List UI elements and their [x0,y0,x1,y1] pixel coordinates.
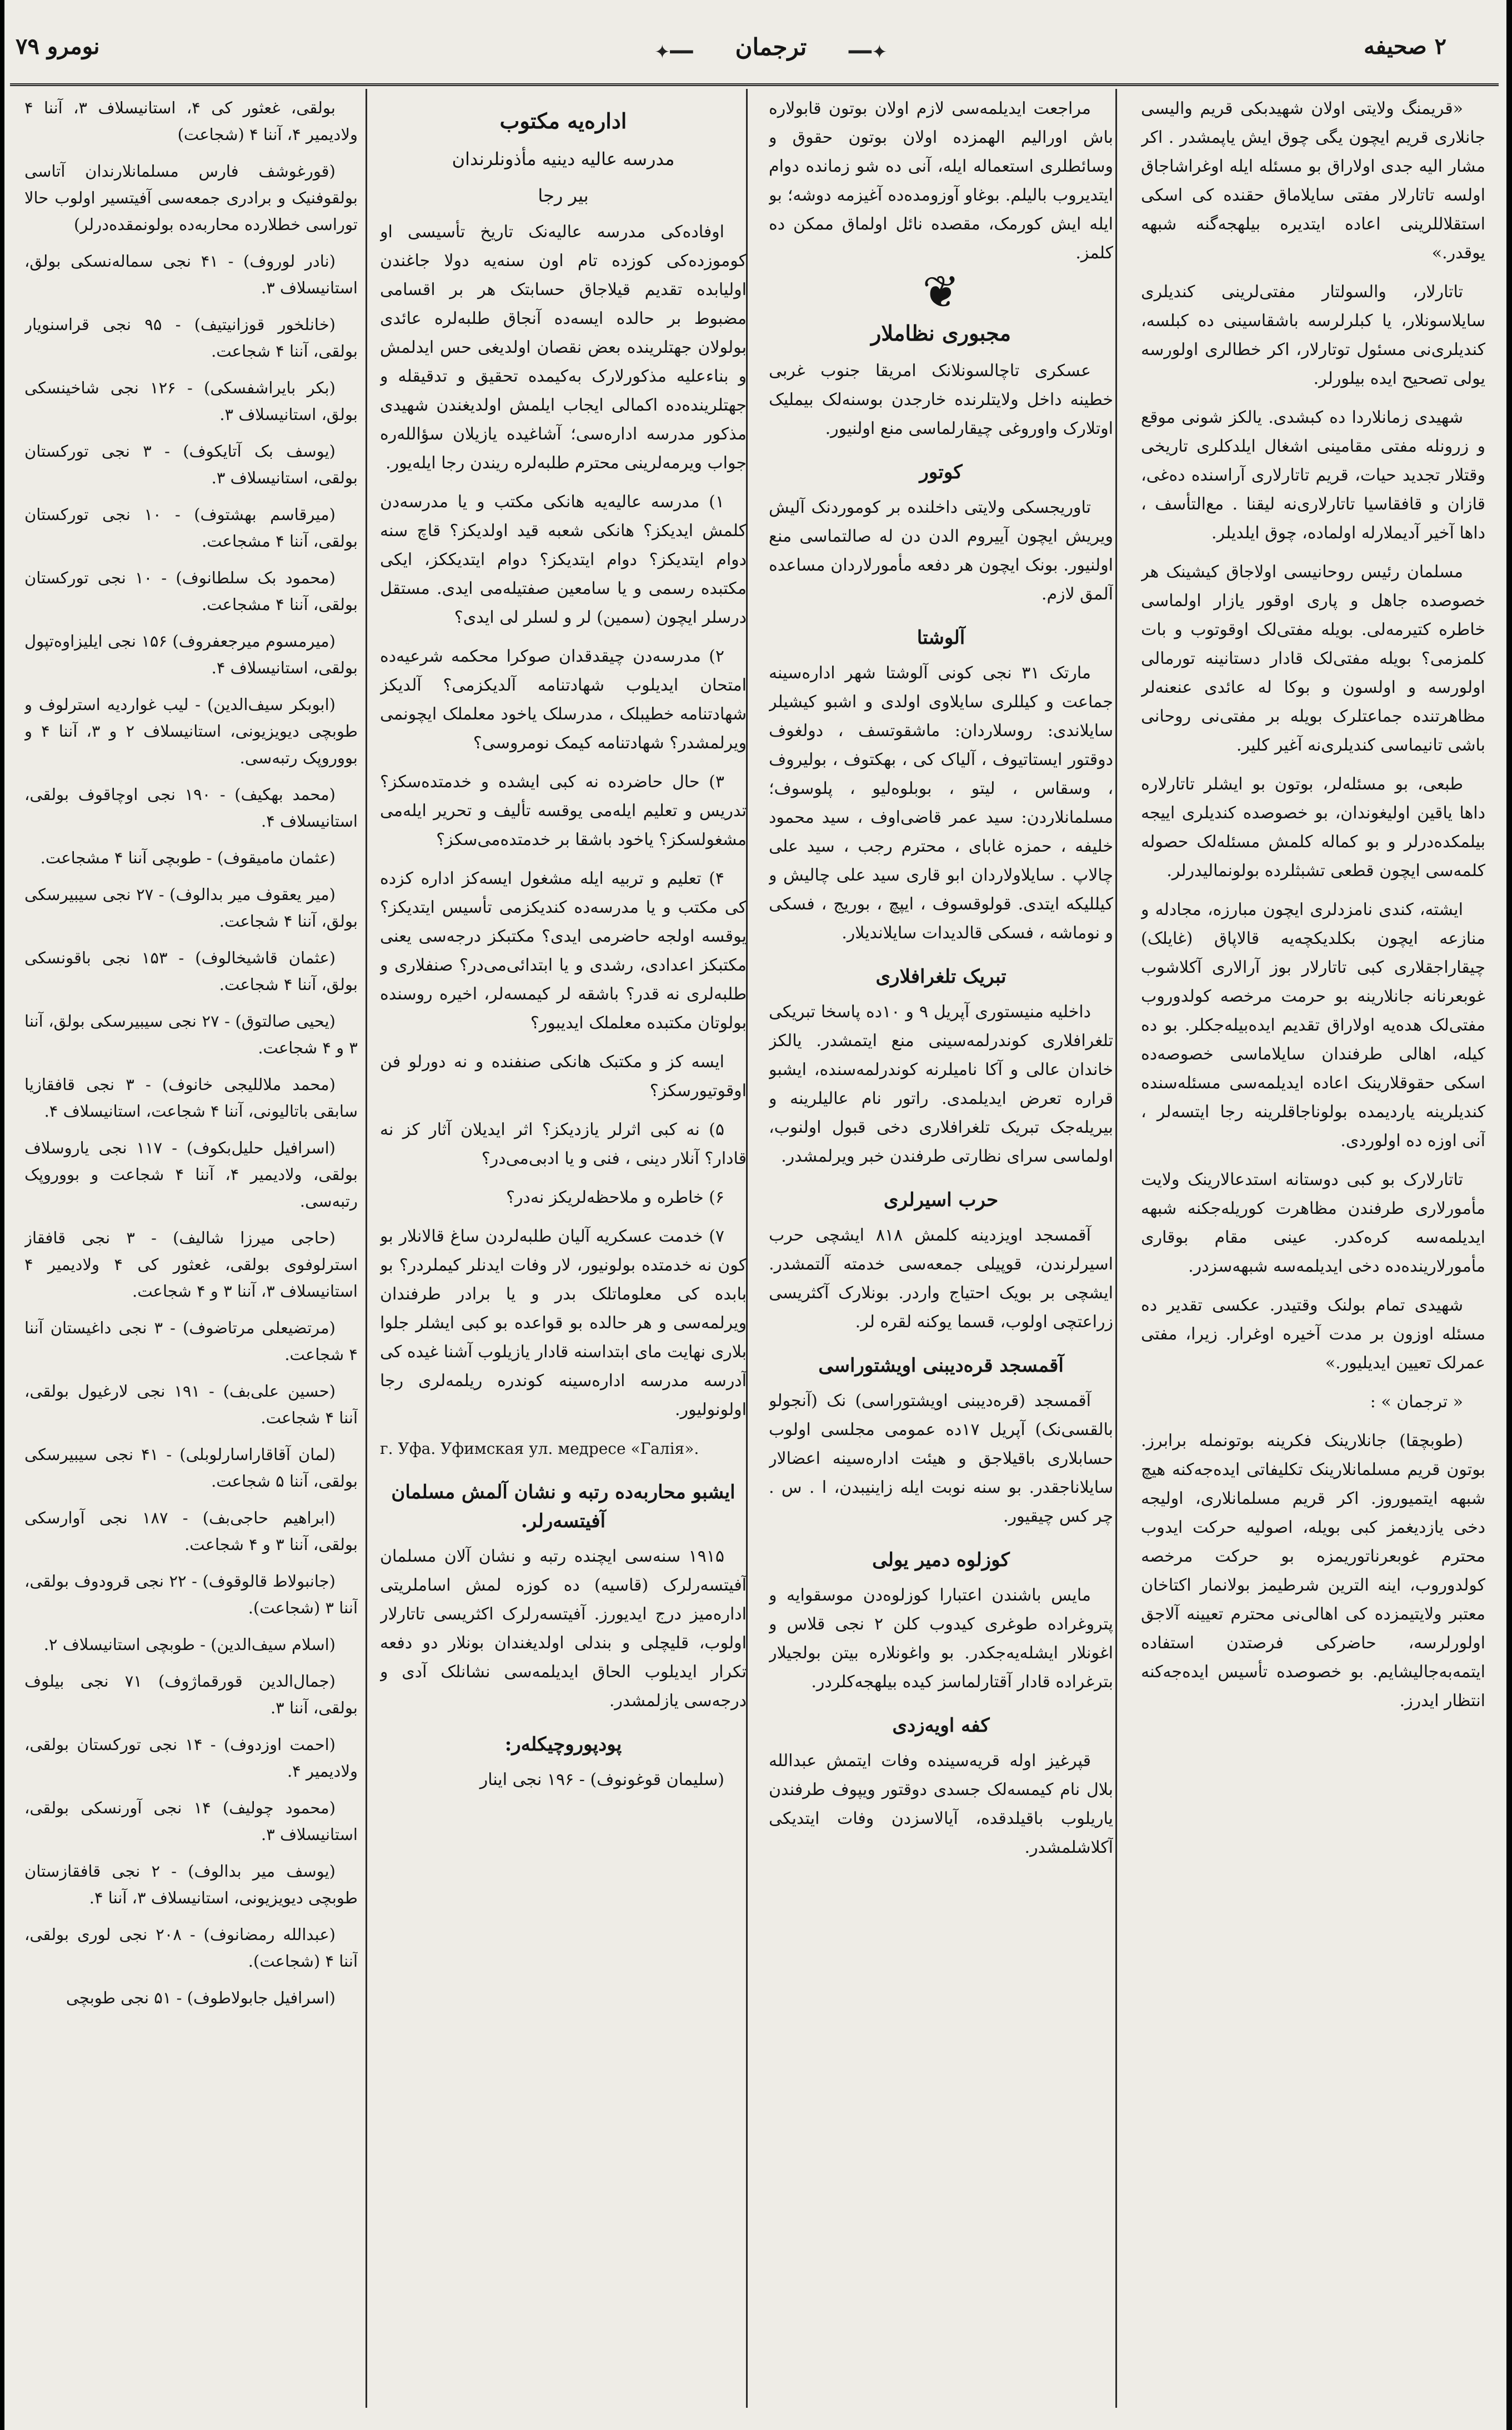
headline-kefe: کفه اویه‌زدی [892,1714,990,1737]
paragraph: شهیدی تمام بولنک وقتیدر. عکسی تقدیر ده مسئله اوزون بر مدت آخیره اوغرار. زیرا، مفتی عمرلک تعیین ایدیلیور.» [1141,1296,1485,1373]
officer-entry: (نادر لوروف) - ۴۱ نجی سماله‌نسکی بولق، استانیسلاف ۳. [24,252,358,297]
paragraph: شهیدی زمانلاردا ده کبشدی. یالکز شونی موقع و زرونله مفتی مقامینی اشغال ایلدکلری تاریخی وقتلار تجدید حیات، قریم تاتارلاری آراسنده ده‌غی، قازان و قافقاسیا تاتارلاری‌نه لیقنا . مع‌التأسف ، داها آخیر آدیملارله اولماده، چوق ایلدیلر. [1141,408,1485,543]
ornament-right-icon: ━━✦ [849,41,888,63]
column-divider [1115,89,1117,2408]
page-number: ۲ صحیفه [1364,33,1446,59]
officer-entry: (جانبولاط قالوقوف) - ۲۲ نجی قرودوف بولقی، آننا ۳ (شجاعت). [24,1572,358,1617]
address-signature: г. Уфа. Уфимская ул. медресе «Галія». [380,1439,699,1458]
editor-tag: « ترجمان » : [1370,1392,1463,1412]
issue-number: نومرو ۷۹ [16,33,100,59]
question: ایسه کز و مکتبک هانکی صنفنده و نه دورلو فن اوقوتیورسکز؟ [380,1052,747,1101]
paragraph: تاوریجسکی ولایتی داخلنده بر کوموردنک آلیش ویریش ایچون آییروم الدن دن له صالتماسی منع اولنیور. بونک ایچون هر دفعه مأمورلاردان مساعده آلمق لازم. [769,498,1113,604]
column-4 [24,94,358,2408]
officer-entry: (محمد ملاللیجی خانوف) - ۳ نجی قافقازیا سابقی باتالیونی، آننا ۴ شجاعت، استانیسلاف ۴. [24,1075,358,1121]
paragraph: ایشته، کندی نامزدلری ایچون مبارزه، مجادله و منازعه ایچون بکلدیکچه‌یه قالاپاق (غایلک) چیقاراجقلاری کبی تاتارلار بوز آرالاری آکلاشوب غوبعرنانه جانلارینه بو حرمت مرخصه کولدوروب مفتی‌لک هده‌یه اولاراق تقدیم ایده‌بیله‌جکلر. بو ده کیله، اهالی طرفندان سایلاماسی خصوصه‌ده اسکی حقوقلارینک اعاده ایدیلمه‌سی مسئله‌سنده کندیلرینه یاردیمده بولوناجاقلرینه رجا ایتسه‌لر ، آنی اوزه ده اولوردی. [1141,900,1485,1151]
headline-idare: اداره‌یه مکتوب [499,108,627,133]
question: ۲) مدرسه‌دن چیقدقدان صوکرا محکمه شرعیه‌ده امتحان ایدیلوب شهادتنامه آلدیکزمی؟ آلدیکز شهادتنامه خطیبلک ، مدرسلک یاخود معلملک ایچونمی ویرلمشدر؟ شهادتنامه کیمک نومروسی؟ [380,647,747,753]
paragraph: مایس باشندن اعتبارا کوزلوه‌دن موسقوایه و پتروغراده طوغری کیدوب کلن ۲ نجی قلاس و اغونلار ایشله‌یه‌جکدر. بو واغونلاره بیتن بولجیلار بترغراده قادار آقتارلماسز کیده بیلهجه‌کلردر. [769,1586,1113,1692]
paragraph: آقمسجد اویزدینه کلمش ۸۱۸ ایشچی حرب اسیرلرندن، قوپیلی جمعه‌سی خدمته آلتمشدر. ایشچی بر بویک احتیاج واردر. بونلارک آکثریسی زراعتچی اولوب، قسما یوکنه لقره لر. [769,1226,1113,1332]
officer-entry: (خانلخور قوزانیتیف) - ۹۵ نجی قراسنویار بولقی، آننا ۴ شجاعت. [24,315,358,361]
column-1 [1141,94,1485,2408]
officer-entry: (یوسف میر بدالوف) - ۲ نجی قافقازستان طوبچی دیویزیونی، استانیسلاف ۳، آننا ۴. [24,1862,358,1907]
officer-entry: (لمان آقاقاراسارلوبلی) - ۴۱ نجی سیبیرسکی بولقی، آننا ۵ شجاعت. [24,1445,358,1491]
officer-entry: (محمود چولیف) ۱۴ نجی آورنسکی بولقی، استانیسلاف ۳. [24,1798,358,1844]
question: ۷) خدمت عسکریه آلیان طلبه‌لردن ساغ قالانلار بو کون نه خدمتده بولونیور، لار وفات ایدنلر کیملردر؟ بو بابده کی معلوماتلک بدر و یا برادر طرفندان ویرلمه‌سی و هر حالده بو قواعده بو کبی ایشلر جلوا بلاری نهایت مای ابتداسنه قادار یازیلوب آشنا غیده کی آدرسه مدرسه اداره‌سینه کوندره ریلمه‌لری رجا اولونولیور. [380,1227,747,1419]
officer-entry: (بکر بایراشفسکی) - ۱۲۶ نجی شاخینسکی بولق، استانیسلاف ۳. [24,378,358,424]
paragraph: تاتارلارک بو کبی دوستانه استدعالارینک ولایت مأمورلاری طرفندن مظاهرت کوریله‌جکنه شبهه ایدیلمه‌سه کره‌کدر. عینی مقام بوقاری مأمورلارینده‌ده دخی ایدیلمه‌سه شبهه‌سزدر. [1141,1170,1485,1276]
officer-entry: (ابوبکر سیف‌الدین) - لیب غواردیه استرلوف و طوبچی دیویزیونی، استانیسلاف ۲ و ۳، آننا ۴ و بووروپک رتبه‌سی. [24,695,358,767]
column-2 [769,94,1113,2408]
header-rule [10,83,1499,86]
paragraph: عسکری تا‌چالسونلانک امریقا جنوب غربی خطینه داخل ولایتلرنده خارجدن بوسنه‌لک بیملیک اوتلارک واوروغی چیقارلماسی منع اولنیور. [769,361,1113,438]
officer-entry: (میرمسوم میرجعفروف) ۱۵۶ نجی ایلیزاوه‌تپول بولقی، استانیسلاف ۴. [24,632,358,677]
officer-entry: (یوسف بک آتایکوف) - ۳ نجی تورکستان بولقی، استانیسلاف ۳. [24,442,358,487]
officer-entry: (اسلام سیف‌الدین) - طوبچی استانیسلاف ۲. [43,1635,336,1654]
subheadline: بیر رجا [538,185,589,206]
column-divider [366,89,367,2408]
paragraph: ۱۹۱۵ سنه‌سی ایچنده رتبه و نشان آلان مسلمان آفیتسه‌رلرک (قاسیه) ده کوزه لمش اساملریتی اداره‌میز درج ایدیورز. آفیتسه‌رلرک اکثریسی تاتارلار اولوب، قلیچلی و بندلی اولدیغندان بونلار دو دفعه تکرار ایدیلوب الحاق ایدیلمه‌سی نشانلک آدی و درجه‌سی یازلمشدر. [380,1547,747,1711]
officer-entry: (ابراهیم حاجی‌بف) - ۱۸۷ نجی آوارسکی بولقی، آننا ۳ و ۴ شجاعت. [24,1508,358,1554]
paragraph: آقمسجد (قره‌دیبنی اویشتوراسی) نک (آنجولو بالقسی‌نک) آپریل ۱۷ده عمومی مجلسی اولوب حسابلاری باقیلاجق و هیئت اداره‌سینه اعضالار سایلاناجقدر. بو سنه نوبت ایله زاینیبدن، ا . س . چر کس چیقیور. [769,1391,1113,1526]
paragraph: داخلیه منیستوری آپریل ۹ و ۱۰ده پاسخا تبریکی تلغرافلاری کوندرلمه‌سینی منع ایتمشدر. یالکز خاندان عالی و آکا نامیلرنه کوندرلمه‌سنده، ایشبو قراره تعرض ایدیلمدی. راتور نام عالیلرینه و بیریله‌جک تبریک تلغرافلاری دخی قبول اولنوب، اولماسی سرای نظارتی طرفندن خبر ویرلمشدر. [769,1002,1113,1166]
headline-nizam: مجبوری نظاملار [870,321,1011,346]
section-logo-icon: ❦ [922,266,960,318]
officer-entry: (عثمان مامیقوف) - طوبچی آننا ۴ مشجاعت. [40,848,336,867]
headline-tabrik: تبریک تلغرافلاری [875,966,1007,988]
paragraph: مراجعت ایدیلمه‌سی لازم اولان بوتون قابولاره باش اورالیم الهمزده اولان بوتون حقوق و وسائطلری استعماله ایله، آنی ده شو زمانده دوام ایتدیروب بالیلم. بوغاو آوزومده‌ده آغیزمه دوشه؛ بو ایله ایش کورمک، مقصده نائل اولماق ممکن ده کلمز. [769,99,1113,263]
paragraph: طبعی، بو مسئله‌لر، بوتون بو ایشلر تاتارلاره داها یاقین اولیغوندان، بو خصوصده کندیلری اییجه بیلمکده‌درلر و بو کماله کلمش مسئله‌لک حصوله کلمه‌سی ایچون قطعی تشبثلرده بولونمالیدرلر. [1141,774,1485,881]
question: ۴) تعلیم و تربیه ایله مشغول ایسه‌کز اداره کزده کی مکتب و یا مدرسه‌ده کندیکزمی تأسیس ایتدیکز؟ یوقسه اولجه حاضرمی ایدی؟ مکتبکز درجه‌سی یعنی مکتبکز اعدادی، رشدی و یا ابتدائی‌می‌در؟ صنفلاری و طلبه‌لری نه قدر؟ باشقه لر کیمسه‌لر، اخیره روسنده بولوتان مکتبده معلملک ایدیبور؟ [380,869,747,1033]
headline-aqmesjid: آقمسجد قره‌دیبنی اویشتوراسی [818,1354,1064,1377]
officer-entry: (قورغوشف فارس مسلمانلارندان آتاسی بولقوفنیک و برادری جمعه‌سی آفیتسیر اولوب حالا توراسی خطلارده محاربه‌ده بولونمقده‌درلر) [24,162,358,234]
officer-entry: (عثمان قاشیخالوف) - ۱۵۳ نجی باقونسکی بولق، آننا ۴ شجاعت. [24,948,358,994]
officer-entry: بولقی، غعثور کی ۴، استانیسلاف ۳، آننا ۴ ولادیمیر ۴، آننا ۴ (شجاعت) [24,98,358,144]
officer-entry: (حسین علی‌بف) - ۱۹۱ نجی لارغیول بولقی، آننا ۴ شجاعت. [24,1382,358,1427]
headline-alushta: آلوشتا [917,627,965,649]
headline-nishan: ایشبو محاربه‌ده رتبه و نشان آلمش مسلمان آفیتسه‌رلر. [391,1481,735,1532]
headline-kotur: کوتور [919,461,963,483]
officer-entry: (حاجی میرزا شالیف) - ۳ نجی قافقاز استرلوفوی بولقی، غعثور کی ۴ ولادیمیر ۴ استانیسلاف ۳، آننا ۳ و ۴ شجاعت. [24,1228,358,1301]
headline-kozlov: کوزلوه دمیر یولی [872,1549,1010,1571]
paragraph: مارتک ۳۱ نجی کونی آلوشتا شهر اداره‌سینه جماعت و کیللری سایلاوی اولدی و اشبو کیشیلر سایلاندی: روسلاردان: ماشقوتسف ، دولغوف دوقتور ایستاتیوف ، آلیاک کی ، بهکتوف ، بولیروف ، وسقاس ، لیتو ، بوبلوه‌لیو ، پلوسوف؛ مسلمانلاردن: سید عمر قاضی‌اوف ، سید محمود خلیفه ، حمزه غابای ، محترم رجب ، سید علی چالاپ . سایلاولاردان ابو قاری سید علی چالیش و کیللیکه ایتدی. قولوقسوف ، ایپچ ، بوریج ، فسکی و نوماشه ، فسکی قالدیدات سایلاندیلار. [769,663,1113,943]
officer-entry: (اسرافیل جابولاطوف) - ۵۱ نجی طوبچی [66,1988,336,2007]
scan-edge [1506,0,1512,2430]
paragraph: تاتارلار، والسولتار مفتی‌لرینی کندیلری سایلاسونلار، یا کبلرلرسه باشقاسینی ده کبلسه، کندیلری‌نی مسئول توتارلار، اکر خطالری اولورسه یولی تصحیح ایده بیلورلر. [1141,282,1485,388]
officer-entry: (عبدالله رمضانوف) - ۲۰۸ نجی لوری بولقی، آننا ۴ (شجاعت). [24,1925,358,1971]
officer-entry: (محمود بک سلطانوف) - ۱۰ نجی تورکستان بولقی، آننا ۴ مشجاعت. [24,568,358,614]
paragraph: (طوبچقا) جانلارینک فکرینه بوتونمله برابرز. بوتون قریم مسلمانلارینک تکلیفاتی ایده‌جه‌کنه هیچ شبهه ایتمیوروز. اکر قریم مسلمانلاری، اولیجه دخی یازدیغمز کبی بویله، اصولیه حرکت ایدوب محترم غوبعرناتوریمزه بو حرکت مرخصه کولدوروب، اینه الترین شرطیمز بولانمار اکتاخان معتبر ولایتیمزده کی اهالی‌نی محترم تعیینه آلاجق اولورلرسه، حاضرکی فرصتدن استفاده ایتمه‌به‌جالیشایم. بو خصوصده تأسیس ایده‌جه‌کنه انتظار ایدرز. [1141,1431,1485,1711]
question: ۶) خاطره و ملاحظه‌لریکز نه‌در؟ [506,1188,724,1207]
officer-entry: (محمد بهکیف) - ۱۹۰ نجی اوچاقوف بولقی، استانیسلاف ۴. [24,785,358,831]
paragraph: اوفاده‌کی مدرسه عالیه‌نک تاریخ تأسیسی او کوموزده‌کی کوزده تام اون سنه‌یه دولا جاغندن اولیابده تقدیم قیلاجاق حسابتک هر بر اقسامی مضبوط بر حالده ایسه‌ده آنجاق طلبه‌لره عائدی بولولان جهتلرینده بعض نقصان اولدیغی حس ایدلمش و بناءعلیه مذکورلارک به‌کیمده تحقیق و تدقیقله و جهتلرینده‌ده اکمالی ایجاب ایلمش اولدیغندن شهیدی مذکور مدرسه اداره‌سی؛ آشاغیده یازیلان سؤالله‌ره جواب ویرمه‌لرینی محترم طلبه‌لره ریندن رجا ایله‌یور. [380,222,747,473]
newspaper-page [4,0,1508,2430]
masthead-title: ترجمان [735,33,807,61]
headline-podporuchik: پودپوروچیکله‌ر: [504,1733,622,1756]
paragraph: قپرغیز اوله قریه‌سینده وفات ایتمش عبدالله بلال نام کیمسه‌لک جسدی دوقتور ویپوف طرفندن یاریلوب باقیلدقده، آیالاسزدن وفات ایتدیکی آکلاشلمشدر. [769,1751,1113,1857]
question: ۱) مدرسه عالیه‌یه هانکی مکتب و یا مدرسه‌دن کلمش ایدیکز؟ هانکی شعبه قید اولدیکز؟ قاچ سنه دوام ایتدیکز؟ دوام ایتدیکز؟ دوام ایتدیککز، ایکی مکتبده رسمی و یا سامعین صفتیله‌می ایدی. مستقل درسلر ایچون (سمین) لر و لسلر لی ایدی؟ [380,492,747,627]
officer-entry: (میرقاسم بهشتوف) - ۱۰ نجی تورکستان بولقی، آننا ۴ مشجاعت. [24,505,358,551]
officer-entry: (جمال‌الدین قورقماژوف) ۷۱ نجی بیلوف بولقی، آننا ۳. [24,1672,358,1717]
officer-entry: (یحیی صالتوق) - ۲۷ نجی سیبیرسکی بولق، آننا ۳ و ۴ شجاعت. [24,1012,358,1057]
officer-entry: (مرتضیعلی مرتاضوف) - ۳ نجی داغیستان آننا ۴ شجاعت. [24,1318,358,1364]
column-3 [380,94,747,2408]
subheadline: مدرسه عالیه دینیه مأذونلرندان [452,148,675,169]
ornament-left-icon: ✦━━ [654,41,693,63]
list-item: (سلیمان قوغونوف) - ۱۹۶ نجی اینار [479,1770,724,1789]
officer-entry: (احمت اوزدوف) - ۱۴ نجی تورکستان بولقی، ولادیمیر ۴. [24,1735,358,1781]
paragraph: مسلمان رئیس روحانیسی اولاجاق کیشینک هر خصوصده جاهل و پاری اوقور یازار اولماسی خاطره کتیرمه‌لی. بویله مفتی‌لک اوقوتوب و بات کلمزمی؟ بویله مفتی‌لک قادار دستانینه تورمالی اولورسه و اولسون و بوکا له عائدی عنعنه‌لر مظاهرتنده جماعتلرک بویله بر مفتی‌نی روحانی باشی تانیماسی کندیلری‌نه آغیر کلیر. [1141,562,1485,755]
paragraph: «قریمنگ ولایتی اولان شهیدبکی قریم والیسی جانلاری قریم ایچون یگی چوق ایش یاپمشدر . اکر مشار الیه جدی اولاراق بو مسئله ایله اوغراشاجاق اولسه تاتارلار مفتی سایلاماق حقنده کی اسکی استقلاللرینی اعاده ایتدیره بیلهجه‌گنه شبهه یوقدر.» [1141,99,1485,263]
headline-harb: حرب اسیرلری [883,1189,999,1211]
officer-entry: (میر یعقوف میر بدالوف) - ۲۷ نجی سیبیرسکی بولق، آننا ۴ شجاعت. [24,885,358,931]
question: ۵) نه کبی اثرلر یازدیکز؟ اثر ایدیلان آثار کز نه قادار؟ آنلار دینی ، فنی و یا ادبی‌می‌در؟ [380,1120,747,1168]
officer-entry: (اسرافیل حلیل‌بکوف) - ۱۱۷ نجی یاروسلاف بولقی، ولادیمیر ۴، آننا ۴ شجاعت و بووروپک رتبه‌سی. [24,1138,358,1211]
question: ۳) حال حاضرده نه کبی ایشده و خدمتده‌سکز؟ تدریس و تعلیم ایله‌می یوقسه تألیف و تحریر ایله‌می مشغولسکز؟ یاخود باشقا بر خدمتده‌می‌سکز؟ [380,772,747,849]
